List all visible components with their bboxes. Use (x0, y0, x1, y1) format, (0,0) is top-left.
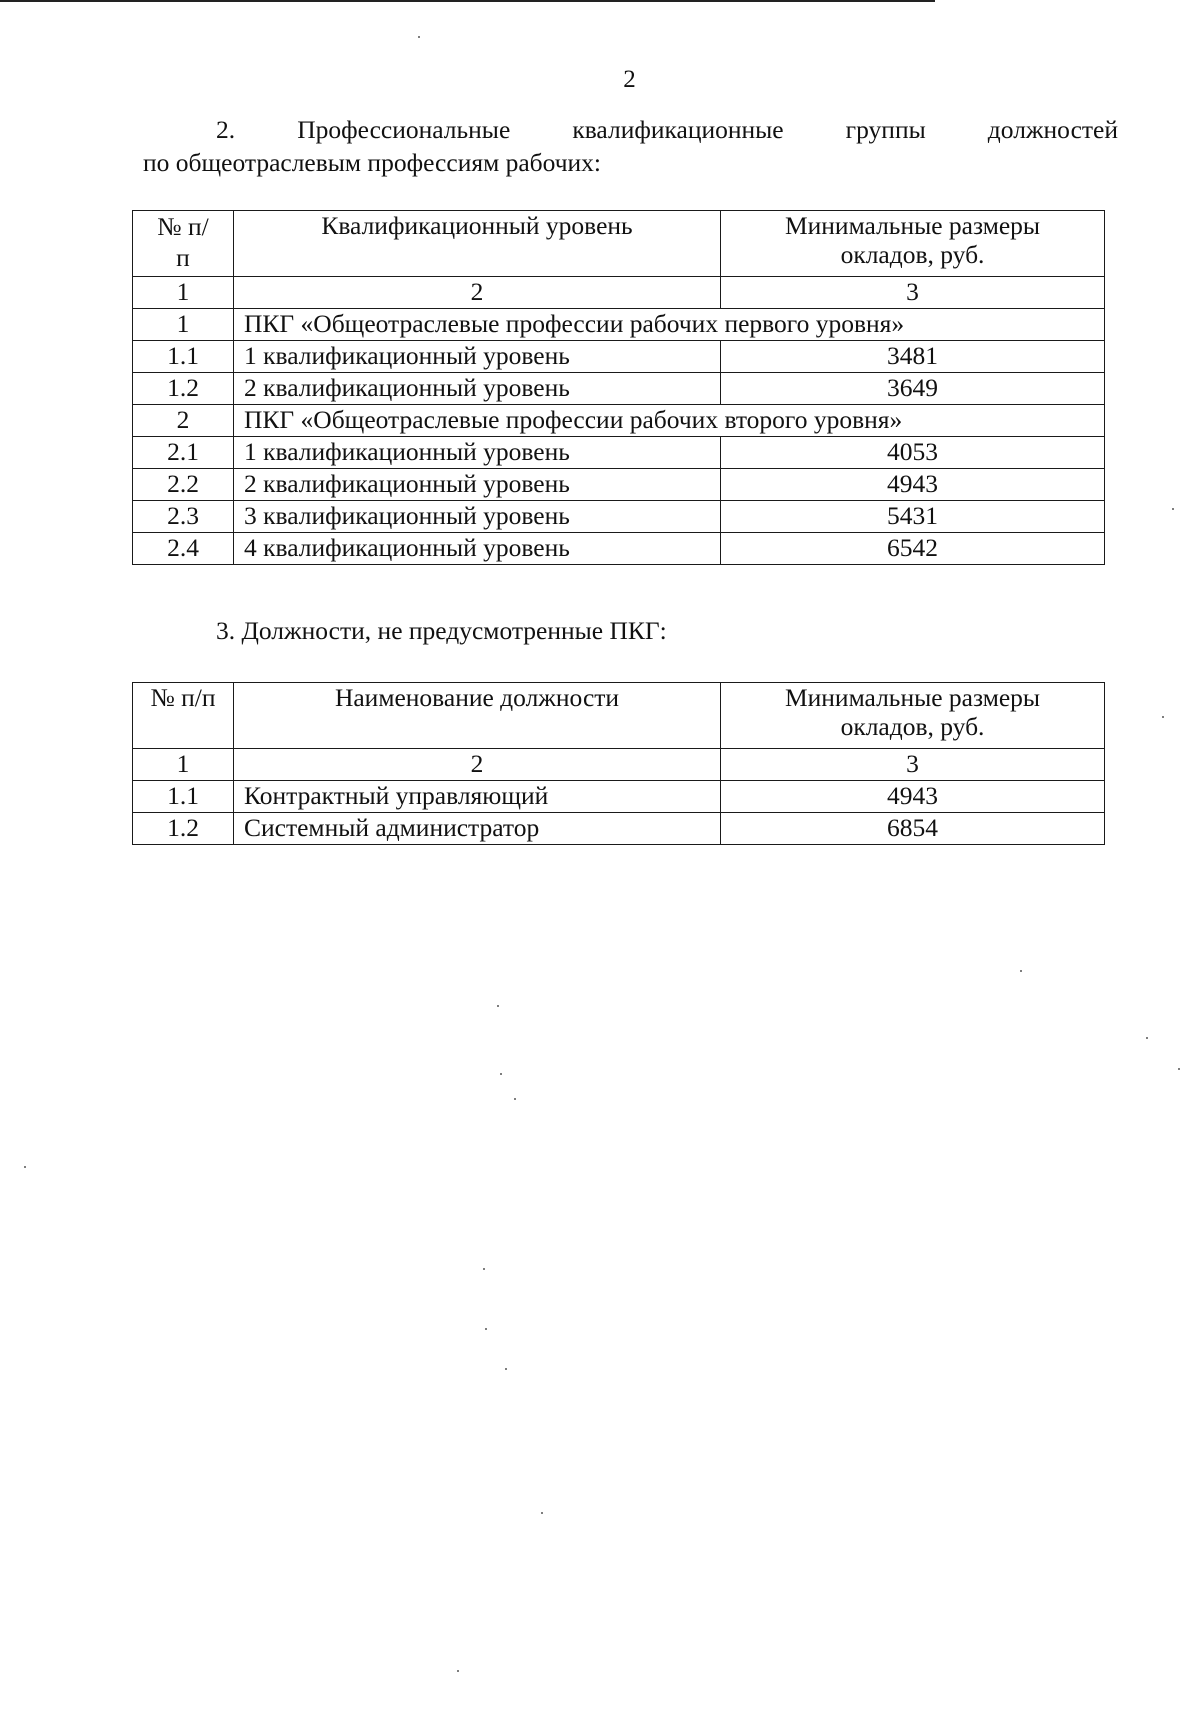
row-salary: 5431 (721, 501, 1105, 533)
table-row (133, 533, 1105, 565)
row-num: 1.1 (133, 781, 234, 813)
header-name: Наименование должности (234, 683, 721, 749)
group-title: ПКГ «Общеотраслевые профессии рабочих первого уровня» (234, 309, 1105, 341)
section-2-heading (143, 113, 1118, 179)
row-num: 2.1 (133, 437, 234, 469)
header-salary (721, 211, 1105, 277)
table-row (133, 373, 1105, 405)
row-position-name: Контрактный управляющий (234, 781, 721, 813)
group-title: ПКГ «Общеотраслевые профессии рабочих второго уровня» (234, 405, 1105, 437)
row-num: 1.2 (133, 813, 234, 845)
row-num: 2.2 (133, 469, 234, 501)
other-positions-table (132, 682, 1105, 845)
table-row (133, 781, 1105, 813)
row-salary: 3649 (721, 373, 1105, 405)
table-row (133, 469, 1105, 501)
row-num: 1 (133, 309, 234, 341)
group-row (133, 309, 1105, 341)
row-num: 2 (133, 405, 234, 437)
header-level: Квалификационный уровень (234, 211, 721, 277)
page-number: 2 (623, 66, 636, 93)
row-num: 1.2 (133, 373, 234, 405)
row-salary: 4943 (721, 469, 1105, 501)
qualification-groups-table (132, 210, 1105, 565)
colnum-3: 3 (721, 749, 1105, 781)
table-row (133, 341, 1105, 373)
row-num: 2.4 (133, 533, 234, 565)
row-salary: 4943 (721, 781, 1105, 813)
column-number-row (133, 749, 1105, 781)
colnum-3: 3 (721, 277, 1105, 309)
header-salary (721, 683, 1105, 749)
colnum-1: 1 (133, 749, 234, 781)
table-header-row (133, 683, 1105, 749)
colnum-1: 1 (133, 277, 234, 309)
row-level: 1 квалификационный уровень (234, 341, 721, 373)
header-num: № п/п (133, 683, 234, 749)
group-row (133, 405, 1105, 437)
table-row (133, 813, 1105, 845)
table-row (133, 501, 1105, 533)
header-salary-line2: окладов, руб. (840, 240, 985, 269)
row-salary: 6542 (721, 533, 1105, 565)
row-level: 4 квалификационный уровень (234, 533, 721, 565)
row-salary: 3481 (721, 341, 1105, 373)
section-2-heading-line2: по общеотраслевым профессиям рабочих: (143, 148, 602, 177)
header-num (133, 211, 234, 277)
table-header-row (133, 211, 1105, 277)
colnum-2: 2 (234, 749, 721, 781)
table-row (133, 437, 1105, 469)
row-num: 1.1 (133, 341, 234, 373)
section-3-heading: 3. Должности, не предусмотренные ПКГ: (216, 616, 667, 645)
row-level: 2 квалификационный уровень (234, 469, 721, 501)
header-salary-line1: Минимальные размеры (784, 211, 1041, 240)
column-number-row (133, 277, 1105, 309)
row-level: 3 квалификационный уровень (234, 501, 721, 533)
colnum-2: 2 (234, 277, 721, 309)
row-salary: 4053 (721, 437, 1105, 469)
row-num: 2.3 (133, 501, 234, 533)
row-position-name: Системный администратор (234, 813, 721, 845)
scan-top-edge (0, 0, 935, 2)
header-num-text: № п/п (157, 212, 209, 272)
header-salary-line2: окладов, руб. (840, 712, 985, 741)
row-level: 2 квалификационный уровень (234, 373, 721, 405)
section-2-heading-line1: 2. Профессиональные квалификационные группы должностей (216, 115, 1118, 144)
row-level: 1 квалификационный уровень (234, 437, 721, 469)
header-salary-line1: Минимальные размеры (784, 683, 1041, 712)
row-salary: 6854 (721, 813, 1105, 845)
